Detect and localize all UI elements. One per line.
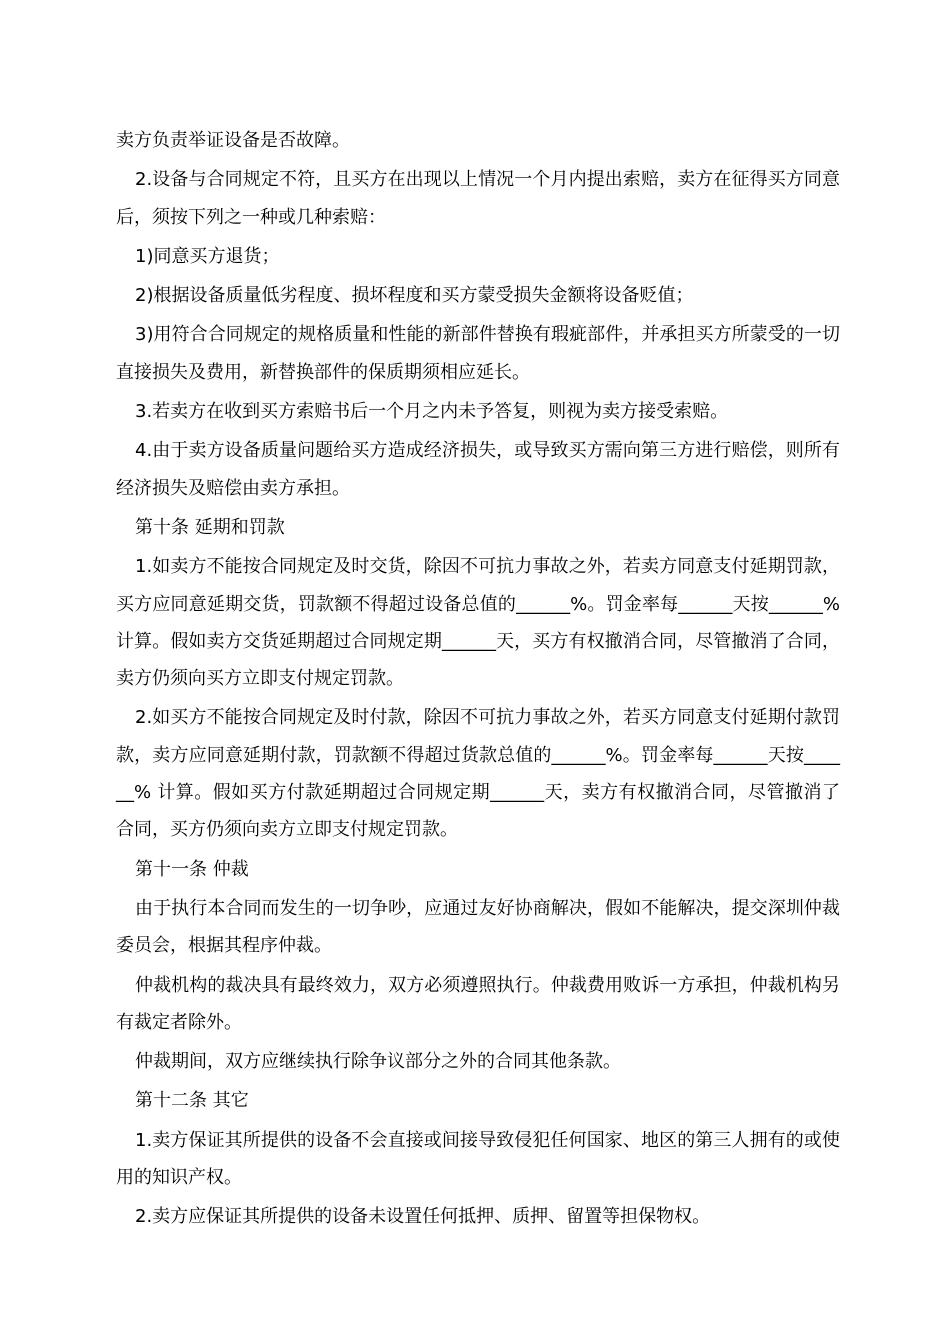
paragraph-arbitration-1: 由于执行本合同而发生的一切争吵，应通过友好协商解决，假如不能解决，提交深圳仲裁委员会，根据其程序仲裁。 — [116, 897, 840, 957]
paragraph-delivery-delay: 1.如卖方不能按合同规定及时交货，除因不可抗力事故之外，若卖方同意支付延期罚款，买方应同意延期交货，罚款额不得超过设备总值的______%。罚金率每______天按______%计算。假如卖方交货延期超过合同规定期______天，买方有权撤消合同，尽管撤消了合同，卖方仍须向买方立即支付规定罚款。 — [116, 556, 840, 690]
section-heading-article-11: 第十一条 仲裁 — [135, 858, 249, 880]
paragraph-option-2: 2)根据设备质量低劣程度、损坏程度和买方蒙受损失金额将设备贬值； — [135, 285, 694, 307]
section-heading-article-10: 第十条 延期和罚款 — [135, 516, 285, 538]
paragraph-arbitration-2: 仲裁机构的裁决具有最终效力，双方必须遵照执行。仲裁费用败诉一方承担，仲裁机构另有裁定者除外。 — [116, 974, 840, 1033]
paragraph-option-1: 1)同意买方退货； — [135, 245, 280, 267]
paragraph-payment-delay: 2.如买方不能按合同规定及时付款，除因不可抗力事故之外，若买方同意支付延期付款罚款，卖方应同意延期付款，罚款额不得超过货款总值的______%。罚金率每______天按______% 计算。假如买方付款延期超过合同规定期______天，卖方有权撤消合同，尽管撤消了合同，买方仍须向卖方立即支付规定罚款。 — [116, 707, 840, 841]
paragraph-clause-3: 3.若卖方在收到买方索赔书后一个月之内未予答复，则视为卖方接受索赔。 — [135, 401, 729, 423]
paragraph-ip-guarantee: 1.卖方保证其所提供的设备不会直接或间接导致侵犯任何国家、地区的第三人拥有的或使用的知识产权。 — [116, 1129, 840, 1189]
document-body — [116, 122, 840, 1238]
section-heading-article-12: 第十二条 其它 — [135, 1090, 249, 1112]
paragraph-burden-of-proof: 卖方负责举证设备是否故障。 — [116, 130, 350, 151]
paragraph-clause-2: 2.设备与合同规定不符，且买方在出现以上情况一个月内提出索赔，卖方在征得买方同意后，须按下列之一种或几种索赔： — [116, 169, 840, 228]
paragraph-clause-4: 4.由于卖方设备质量问题给买方造成经济损失，或导致买方需向第三方进行赔偿，则所有经济损失及赔偿由卖方承担。 — [116, 440, 840, 499]
paragraph-option-3: 3)用符合合同规定的规格质量和性能的新部件替换有瑕疵部件，并承担买方所蒙受的一切直接损失及费用，新替换部件的保质期须相应延长。 — [116, 324, 840, 383]
paragraph-security-rights: 2.卖方应保证其所提供的设备未设置任何抵押、质押、留置等担保物权。 — [135, 1206, 711, 1228]
paragraph-arbitration-3: 仲裁期间，双方应继续执行除争议部分之外的合同其他条款。 — [135, 1051, 621, 1073]
